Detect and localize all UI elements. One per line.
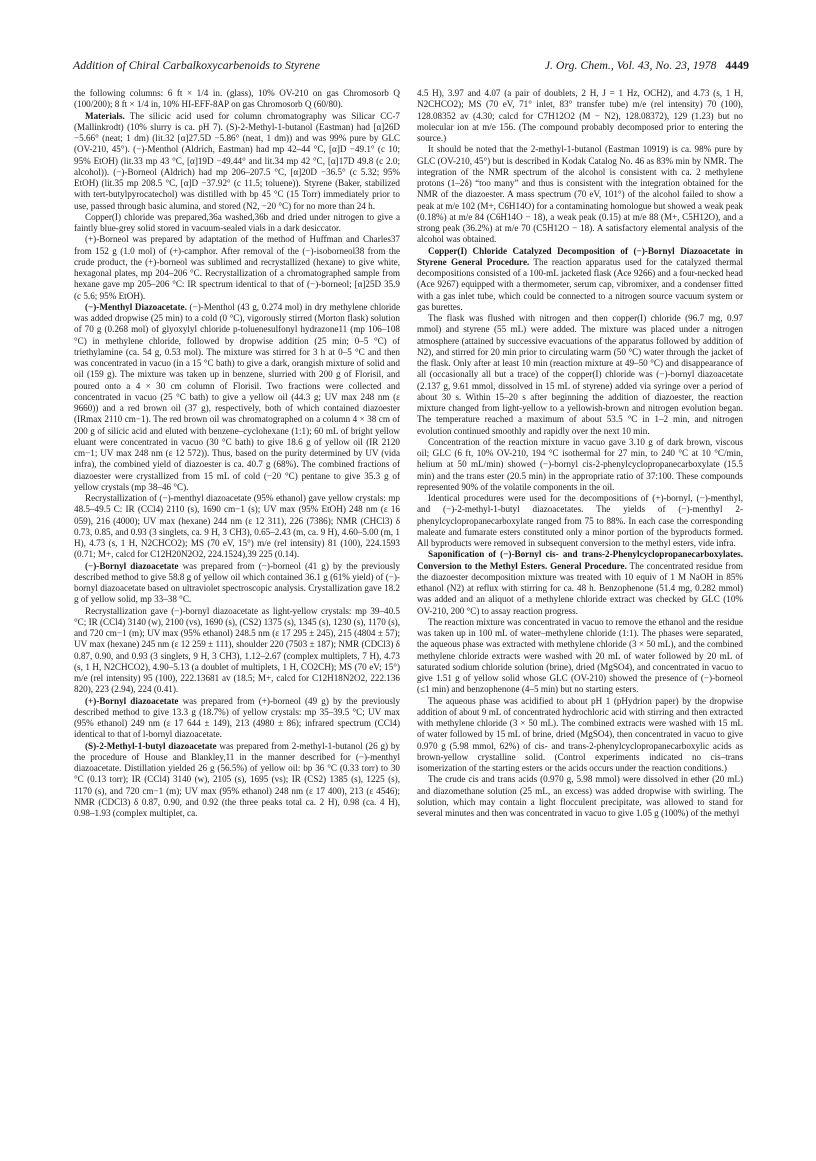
- article-title: Addition of Chiral Carbalkoxycarbenoids to Styrene: [73, 58, 320, 72]
- paragraph-text: Recrystallization of (−)-menthyl diazoacetate (95% ethanol) gave yellow crystals: mp 48.5–49.5 C: IR (CCl4) 2110 (s), 1690 cm−1 (s); UV max (95% EtOH) 248 nm (ε 16 059), 216 (4000); UV max (hexane) 244 nm (ε 12 311), 226 (7386); NMR (CHCl3) δ 0.73, 0.85, and 0.93 (3 singlets, ca. 9 H, 3 CH3), 0.65–2.43 (m, ca. 9 H), 4.60–5.00 (m, 1 H), 4.73 (s, 1 H, N2CHCO2); MS (70 eV, 15°) m/e (rel intensity) 81 (100), 224.1593 (0.71; M+, calcd for C12H20N2O2, 224.1524),39 225 (0.14).: [74, 493, 400, 560]
- journal-citation: [545, 58, 749, 73]
- paragraph-text: The aqueous phase was acidified to about pH 1 (pHydrion paper) by the dropwise addition of about 9 mL of concentrated hydrochloric acid with stirring and then extracted with methylene chloride (3 × 50 mL). The combined extracts were washed with 15 mL of water followed by 15 mL of brine, dried (MgSO4), then concentrated in vacuo to give 0.970 g (5.98 mmol, 62%) of cis- and trans-2-phenylcyclopropanecarboxylic acids as brown-yellow crystalline solid. (Control experiments indicated no cis–trans isomerization of the starting esters or the acids occurs under the reaction conditions.): [417, 695, 743, 773]
- paragraph-text: The flask was flushed with nitrogen and then copper(I) chloride (96.7 mg, 0.97 mmol) and styrene (55 mL) were added. The mixture was placed under a nitrogen atmosphere (attained by successive evacuations of the apparatus followed by addition of N2), and stirred for 20 min prior to circulating warm (50 °C) water through the jacket of the flask. Only after at least 10 min (reaction mixture at 49–50 °C) and disappearance of all (occasionally all but a trace) of the copper(I) chloride was (−)-bornyl diazoacetate (2.137 g, 9.61 mmol, dissolved in 15 mL of styrene) added via syringe over a period of about 30 s. Within 15–20 s after beginning the addition of diazoester, the reaction mixture changed from light-yellow to a yellowish-brown and nitrogen evolution began. The temperature reached a maximum of about 53.5 °C in 1–2 min, and nitrogen evolution continued smoothly and rapidly over the next 10 min.: [417, 313, 743, 436]
- paragraph: [74, 234, 400, 302]
- paragraph-text: was prepared from (+)-borneol (49 g) by the previously described method to give 13.3 g (18.7%) of yellow crystals: mp 35–39.5 °C; UV max (95% ethanol) 249 nm (ε 17 644 ± 149), 213 (4980 ± 86); infrared spectrum (CCl4) identical to that of l-bornyl diazoacetate.: [74, 695, 400, 740]
- paragraph-text: (+)-Borneol was prepared by adaptation of the method of Huffman and Charles37 from 152 g (1.0 mol) of (+)-camphor. After removal of the (−)-isoborneol38 from the crude product, the (+)-borneol was sublimed and recrystallized (hexane) to give white, hexagonal plates, mp 204–206 °C. Recrystallization of a chromatographed sample from hexane gave mp 205–206 °C: IR spectrum identical to that of (−)-borneol; [α]25D 35.9 (c 5.6; 95% EtOH).: [74, 234, 400, 301]
- journal-reference: J. Org. Chem., Vol. 43, No. 23, 1978: [544, 58, 717, 72]
- paragraph-text: Concentration of the reaction mixture in vacuo gave 3.10 g of dark brown, viscous oil; GLC (6 ft, 10% OV-210, 194 °C isothermal for 27 min, to 240 °C at 10 °C/min, helium at 50 mL/min) showed (−)-bornyl cis-2-phenylcyclopropanecarboxylate (15.5 min) and the trans ester (20.5 min) in the appropriate ratio of 37:100. These compounds represented 90% of the volatile components in the oil.: [417, 436, 743, 492]
- paragraph: [417, 246, 743, 314]
- page-number: 4449: [725, 58, 749, 72]
- paragraph: [74, 302, 400, 493]
- paragraph-heading: Copper(I) Chloride Catalyzed Decomposition of (−)-Bornyl Diazoacetate in Styrene General Procedure.: [417, 245, 743, 267]
- paragraph-text: (−)-Menthol (43 g, 0.274 mol) in dry methylene chloride was added dropwise (25 min) to a cold (0 °C), vigorously stirred (Morton flask) solution of 70 g (0.268 mol) of glyoxylyl chloride p-toluenesulfonyl hydrazone11 (mp 106–108 °C) in methylene chloride, followed by dropwise addition (25 min; 0–5 °C) of triethylamine (ca. 54 g, 0.53 mol). The mixture was stirred for 3 h at 0–5 °C and then was concentrated in vacuo (in a 15 °C bath) to give a dark, orangish mixture of solid and oil (159 g). The mixture was taken up in benzene, slurried with 200 g of Florisil, and poured onto a 4 × 30 cm column of Florisil. Two fractions were collected and concentrated in vacuo (25 °C bath) to give a yellow oil (44.3 g; UV max 248 nm (ε 9660)) and a red brown oil (37 g), respectively, both of which contained diazoester (IRmax 2110 cm−1). The red brown oil was chromatographed on a column 4 × 38 cm of 200 g of silicic acid and eluted with benzene–cyclohexane (1:1); 60 mL of bright yellow eluant were concentrated in vacuo (30 °C bath) to give 18.6 g of yellow oil (IR 2120 cm−1; UV max 248 nm (ε 12 572)). Thus, based on the purity determined by UV (vida infra), the combined yield of diazoester is ca. 40.7 g (68%). The combined fractions of diazoester were crystallized from 15 mL of cold (−20 °C) pentane to give 35.3 g of yellow crystals (mp 38–46 °C).: [74, 301, 400, 492]
- paragraph: [74, 561, 400, 606]
- paragraph-text: The silicic acid used for column chromatography was Silicar CC-7 (Mallinkrodt) (10% slurry is ca. pH 7). (S)-2-Methyl-1-butanol (Eastman) had [α]26D −5.66° (neat; 1 dm) (lit.32 [α]27.5D −5.86° (neat, 1 dm)) and was 99% pure by GLC (OV-210, 45°). (−)-Menthol (Aldrich, Eastman) had mp 42–44 °C, [α]D −49.1° (c 10; 95% EtOH) (lit.33 mp 43 °C, [α]19D −49.44° and lit.34 mp 42 °C, [α]17D 49.8 (c 2.0; alcohol)). (−)-Borneol (Aldrich) had mp 206–207.5 °C, [α]20D −36.5° (c 5.32; 95% EtOH) (lit.35 mp 208.5 °C, [α]D −37.92° (c 11.5; toluene)). Styrene (Baker, stabilized with tert-butylpyrocatechol) was distilled with bp 45 °C (15 Torr) immediately prior to use, passed through basic alumina, and stored (N2, −20 °C) for no more than 24 h.: [74, 110, 400, 211]
- paragraph: [74, 493, 400, 561]
- paragraph-text: Recrystallization gave (−)-bornyl diazoacetate as light-yellow crystals: mp 39–40.5 °C; IR (CCl4) 3140 (w), 2100 (vs), 1690 (s), (CS2) 1375 (s), 1345 (s), 1230 (s), 1170 (s), and 720 cm−1 (m); UV max (95% ethanol) 248.5 nm (ε 17 295 ± 245), 215 (4804 ± 57); UV max (hexane) 245 nm (ε 12 259 ± 111), shoulder 220 (7503 ± 187); NMR (CDCl3) δ 0.87, 0.90, and 0.93 (3 singlets, 9 H, 3 CH3), 1.12–2.67 (complex multiplets, 7 H), 4.73 (s, 1 H, N2CHCO2), 4.90–5.13 (a doublet of multiplets, 1 H, CO2CH); MS (70 eV; 15°) m/e (rel intensity) 95 (100), 222.13681 av (18.5; M+, calcd for C12H18N2O2, 222.136 820), 223 (2.94), 224 (0.41).: [74, 605, 400, 695]
- paragraph: [417, 549, 743, 617]
- paragraph: [417, 774, 743, 819]
- paragraph-heading: Materials.: [85, 110, 125, 121]
- paragraph-text: was prepared from 2-methyl-1-butanol (26 g) by the procedure of House and Blankley,11 in the manner described for (−)-menthyl diazoacetate. Distillation yielded 26 g (56.5%) of yellow oil: bp 36 °C (0.33 torr) to 30 °C (0.13 torr); IR (CCl4) 3140 (w), 2105 (s), 1695 (vs); IR (CS2) 1385 (s), 1225 (s), 1170 (s), and 720 cm−1 (m); UV max (95% ethanol) 248 nm (ε 17 400), 213 (ε 4546); NMR (CDCl3) δ 0.87, 0.90, and 0.92 (the three peaks total ca. 2 H), 0.98 (ca. 4 H), 0.98–1.93 (complex multiplet, ca.: [74, 740, 400, 818]
- paragraph-text: the following columns: 6 ft × 1/4 in. (glass), 10% OV-210 on gas Chromosorb Q (100/200); 8 ft × 1/4 in, 10% HI-EFF-8AP on gas Chromosorb Q (60/80).: [74, 88, 400, 110]
- right-column: [417, 88, 743, 1128]
- paragraph: [74, 111, 400, 212]
- running-header: [73, 58, 749, 74]
- paragraph-text: 4.5 H), 3.97 and 4.07 (a pair of doublets, 2 H, J = 1 Hz, OCH2), and 4.73 (s, 1 H, N2CHCO2); MS (70 eV, 71° inlet, 83° transfer tube) m/e (rel intensity) 70 (100), 128.08352 av (4.30; calcd for C7H12O2 (M − N2), 128.08372), 129 (1.23) but no molecular ion at m/e 156. (The compound probably decomposed prior to entering the source.): [417, 88, 743, 143]
- paragraph: [417, 437, 743, 493]
- paragraph: [417, 144, 743, 245]
- paragraph-text: The crude cis and trans acids (0.970 g, 5.98 mmol) were dissolved in ether (20 mL) and diazomethane solution (25 mL, an excess) was added dropwise with swirling. The solution, which may contain a light flocculent precipitate, was allowed to stand for several minutes and then was concentrated in vacuo to give 1.05 g (100%) of the methyl: [417, 774, 743, 818]
- paragraph: [417, 696, 743, 775]
- paragraph: [74, 212, 400, 235]
- paragraph: [417, 493, 743, 549]
- paragraph-heading: (+)-Bornyl diazoacetate: [85, 695, 179, 706]
- paragraph-text: The reaction mixture was concentrated in vacuo to remove the ethanol and the residue was taken up in 100 mL of water–methylene chloride (1:1). The phases were separated, the aqueous phase was extracted with methylene chloride (3 × 50 mL), and the combined methylene chloride extracts were washed with 20 mL of water followed by 20 mL of saturated sodium chloride solution (brine), dried (MgSO4), and concentrated in vacuo to give 1.51 g of yellow solid whose GLC (OV-210) showed the presence of (−)-borneol (≤1 min) and benzophenone (4–5 min) but no starting esters.: [417, 616, 743, 695]
- paragraph-heading: (−)-Bornyl diazoacetate: [85, 560, 179, 571]
- paragraph-text: It should be noted that the 2-methyl-1-butanol (Eastman 10919) is ca. 98% pure by GLC (OV-210, 45°) but is described in Kodak Catalog No. 46 as 83% min by NMR. The integration of the NMR spectrum of the alcohol is consistent with ca. 2 methylene protons (1–2δ) “too many” and thus is consistent with the integration obtained for the NMR of the diazoester. A mass spectrum (70 eV, 101°) of the alcohol failed to show a peak at m/e 102 (M+, C6H14O) for a contaminating homologue but showed a weak peak (0.18%) at m/e 84 (C6H14O − 18), a weak peak (0.15) at m/e 88 (M+, C5H12O), and a strong peak (36.2%) at m/e 70 (C5H12O − 18). A satisfactory elemental analysis of the alcohol was obtained.: [417, 144, 743, 245]
- paragraph-heading: Saponification of (−)-Bornyl cis- and trans-2-Phenylcyclopropanecarboxylates. Conversion to the Methyl Esters. General Procedure.: [417, 549, 743, 571]
- paragraph: [417, 313, 743, 437]
- paragraph: [417, 617, 743, 696]
- paragraph-text: Copper(I) chloride was prepared,36a washed,36b and dried under nitrogen to give a faintly blue-grey solid stored in vacuum-sealed vials in a dark desiccator.: [74, 211, 400, 233]
- paragraph-text: The concentrated residue from the diazoester decomposition mixture was treated with 10 equiv of 1 M NaOH in 85% ethanol (N2) at reflux with stirring for ca. 48 h. Benzophenone (51.4 mg, 0.282 mmol) was added and an aliquot of a methylene chloride extract was checked by GLC (10% OV-210, 200 °C) to assay reaction progress.: [417, 560, 743, 616]
- paragraph-text: Identical procedures were used for the decompositions of (+)-bornyl, (−)-menthyl, and (−)-2-methyl-1-butyl diazoacetates. The yields of (−)-menthyl 2-phenylcyclopropanecarboxylate ranged from 75 to 88%. In each case the corresponding maleate and fumarate esters constituted only a minor portion of the byproducts formed. All byproducts were removed in subsequent conversion to the methyl esters, vide infra.: [417, 493, 743, 548]
- paragraph-heading: (S)-2-Methyl-1-butyl diazoacetate: [85, 740, 217, 751]
- paragraph-text: The reaction apparatus used for the catalyzed thermal decompositions consisted of a 100-mL jacketed flask (Ace 9266) and a four-necked head (Ace 9267) equipped with a thermometer, serum cap, vibromixer, and a condenser fitted with a gas inlet tube, which could be connected to a nitrogen source vacuum system or gas burettes.: [417, 256, 743, 312]
- left-column: [74, 88, 400, 1128]
- paragraph-text: was prepared from (−)-borneol (41 g) by the previously described method to give 58.8 g of yellow oil which contained 36.1 g (61% yield) of (−)-bornyl diazoacetate based on ultraviolet spectroscopic analysis. Crystallization gave 18.2 g of yellow solid, mp 33–38 °C.: [74, 560, 400, 605]
- paragraph: [74, 88, 400, 111]
- paragraph: [74, 696, 400, 741]
- paragraph: [74, 606, 400, 696]
- paragraph: [74, 741, 400, 820]
- paragraph-heading: (−)-Menthyl Diazoacetate.: [85, 301, 187, 312]
- paragraph: [417, 88, 743, 144]
